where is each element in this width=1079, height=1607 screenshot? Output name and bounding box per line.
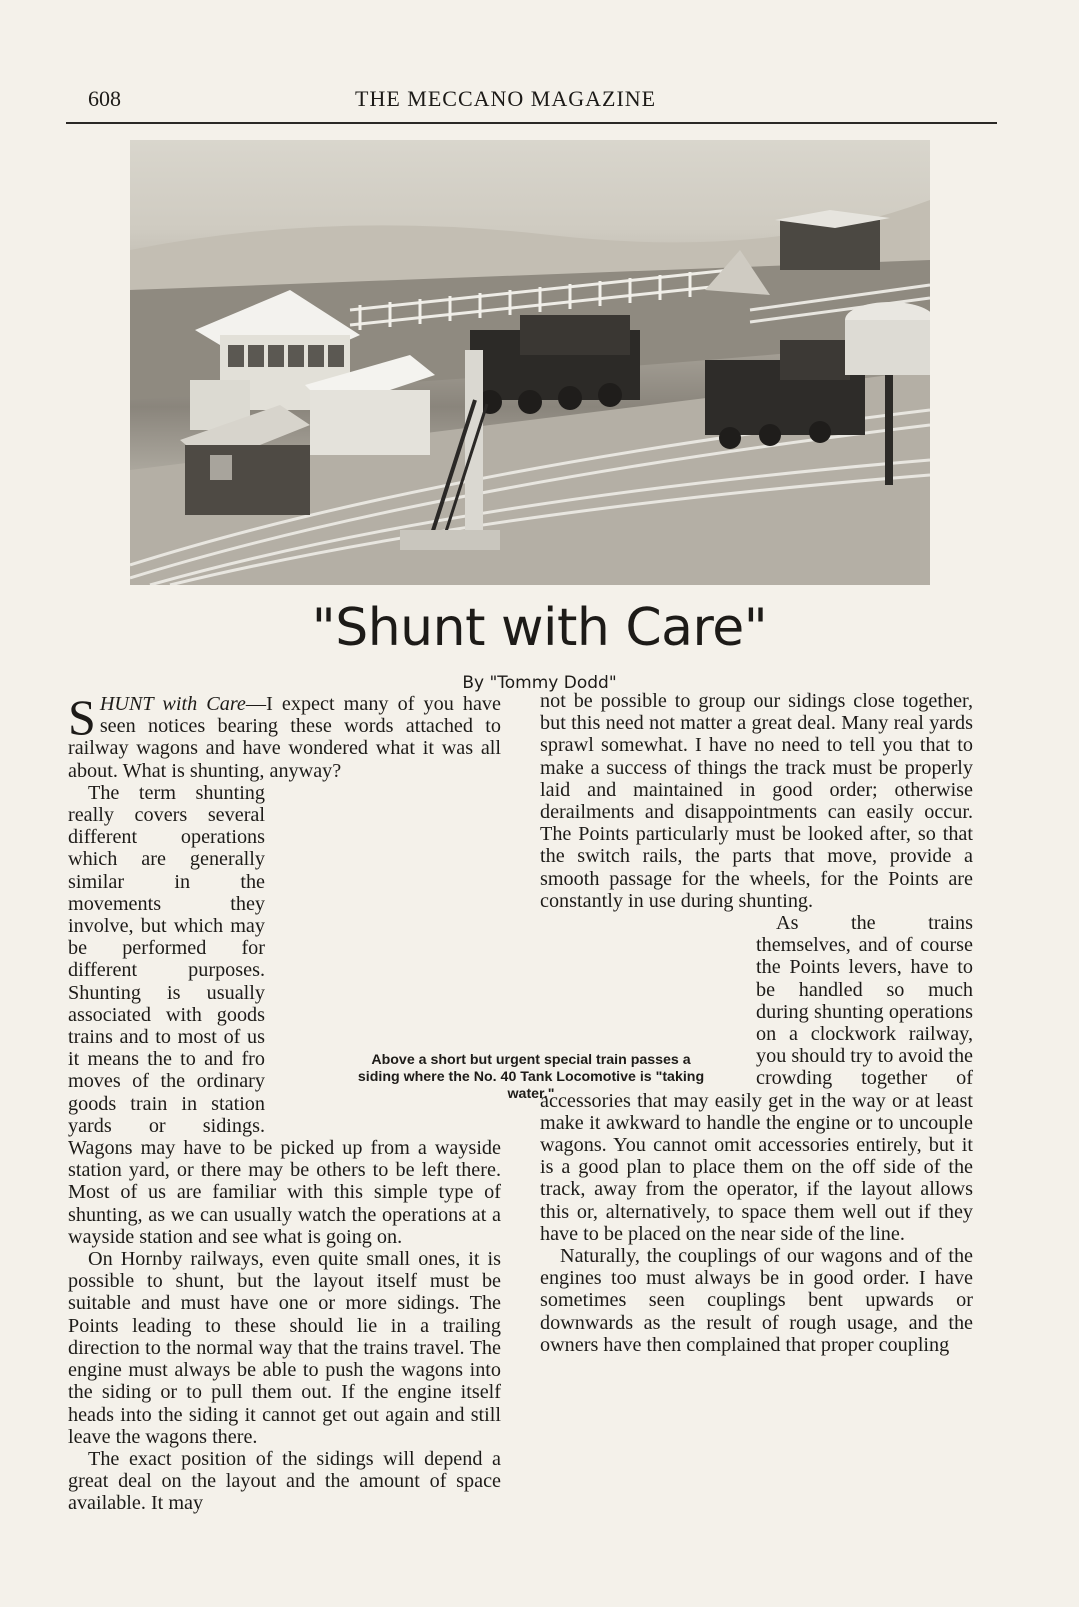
lead-phrase: HUNT with Care — [99, 693, 246, 715]
article-title: "Shunt with Care" — [311, 598, 768, 658]
paragraph-text: —I expect many of you have seen notices bearing these words attached to railway wagons and have wondered what it was all about. What is shunting, anyway? — [68, 693, 501, 782]
photo-caption: Above a short but urgent special train passes a siding where the No. 40 Tank Locomotive is "taking water." — [357, 1052, 705, 1102]
paragraph: On Hornby railways, even quite small ones, it is possible to shunt, but the layout itself must be suitable and must have one or more sidings. The Points leading to these should lie in a trailing direction to the normal way that the trains travel. The engine must always be able to push the wagons into the siding or to pull them out. If the engine itself heads into the siding it cannot get out again and still leave the wagons there. — [68, 1248, 501, 1448]
byline: By "Tommy Dodd" — [462, 673, 617, 693]
paragraph — [540, 912, 973, 1245]
caption-gutter — [540, 912, 750, 1068]
paragraph-text: The term shunting really covers several different operations which are generally similar in the movements they involve, but which may be performed for different purposes. Shunting is usually associated with goods trains and to most of us it means the to and fro moves of the ordinary goods train in station yards or sidings. Wagons may have to be picked up from a wayside station yard, or there may be others to be left there. Most of us are familiar with this simple type of shunting, as we can usually watch the operations at a wayside station and see what is going on. — [68, 781, 501, 1248]
paragraph — [68, 782, 501, 1248]
running-head: THE MECCANO MAGAZINE — [355, 86, 657, 111]
layout-photo — [130, 140, 930, 585]
right-column — [540, 690, 973, 1356]
train-layout-illustration — [130, 140, 930, 585]
paragraph — [68, 689, 501, 782]
paragraph: not be possible to group our sidings close together, but this need not matter a great deal. Many real yards sprawl somewhat. I have no need to tell you that to make a success of things the track must be properly laid and maintained in good order; otherwise derailments and disappointments can easily occur. The Points particularly must be looked after, so that the switch rails, the parts that move, provide a smooth passage for the wheels, for the Points are constantly in use during shunting. — [540, 690, 973, 912]
page-number: 608 — [88, 86, 121, 111]
paragraph: The exact position of the sidings will depend a great deal on the layout and the amount of space available. It may — [68, 1447, 501, 1515]
header-rule — [66, 122, 997, 124]
drop-cap: S — [68, 689, 96, 745]
left-column — [68, 689, 501, 1515]
paragraph-text: As the trains themselves, and of course the Points levers, have to be handled so much during shunting operations on a clockwork railway, you should try to avoid the crowding together of accessories that may easily get in the way or at least make it awkward to handle the engine or to uncouple wagons. You cannot omit accessories entirely, but it is a good plan to place them on the off side of the track, away from the operator, if the layout allows this or, alternatively, to space them well out if they have to be placed on the near side of the line. — [540, 912, 973, 1245]
paragraph: Naturally, the couplings of our wagons and of the engines too must always be in good order. I have sometimes seen couplings bent upwards or downwards as the result of rough usage, and the owners have then complained that proper coupling — [540, 1245, 973, 1356]
